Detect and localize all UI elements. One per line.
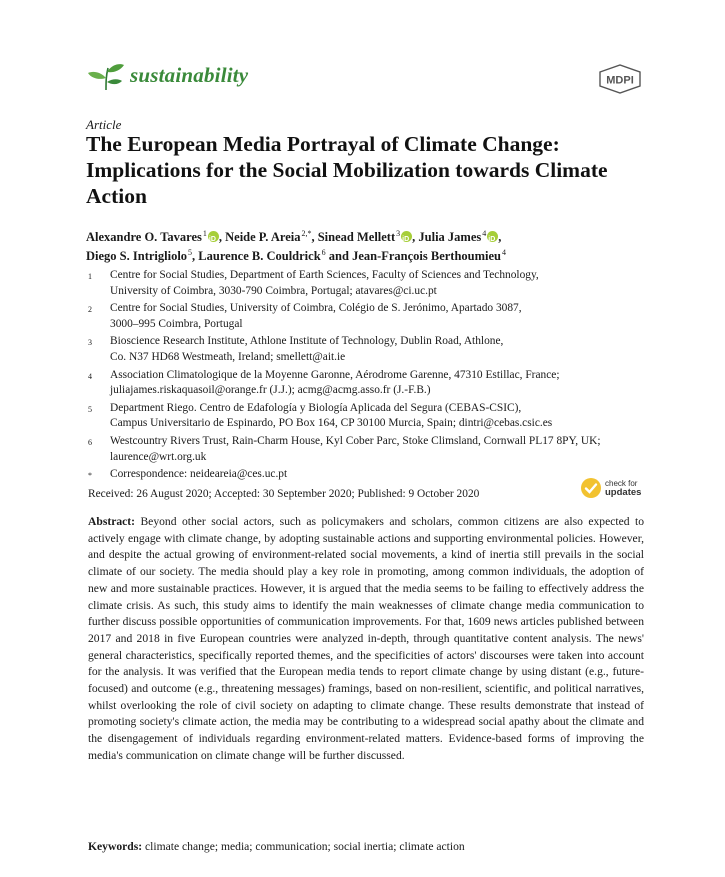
affiliation-number: 6 (88, 437, 92, 447)
article-title: The European Media Portrayal of Climate Change: Implications for the Social Mobilization towards Climate Action (86, 132, 608, 208)
author-affiliation-number: 5 (188, 247, 193, 257)
author-name: Neide P. Areia (225, 230, 301, 244)
affiliation-line: Bioscience Research Institute, Athlone Institute of Technology, Dublin Road, Athlone, (110, 335, 504, 348)
affiliation-number: 5 (88, 404, 92, 414)
author-name: Jean-François Berthoumieu (352, 249, 502, 263)
author-name: Julia James (418, 230, 482, 244)
publication-dates: Received: 26 August 2020; Accepted: 30 September 2020; Published: 9 October 2020 (88, 488, 480, 500)
affiliation-line: Association Climatologique de la Moyenne Garonne, Aérodrome Garenne, 47310 Estillac, France; (110, 368, 560, 381)
author-separator: , (311, 230, 318, 244)
affiliation-line: Centre for Social Studies, Department of Earth Sciences, Faculty of Sciences and Technology, (110, 269, 539, 281)
check-updates-line2: updates (605, 487, 642, 498)
keywords (88, 840, 644, 853)
affiliation-line: Correspondence: neideareia@ces.uc.pt (110, 468, 288, 481)
affiliation-line: 3000–995 Coimbra, Portugal (110, 317, 243, 330)
author-affiliation-number: 1 (202, 228, 207, 238)
affiliation-line: laurence@wrt.org.uk (110, 450, 207, 463)
affiliation-text (110, 301, 648, 332)
author-affiliation-number: 3 (396, 228, 401, 238)
author-affiliation-number: 4 (502, 247, 507, 257)
abstract (88, 514, 644, 765)
affiliation-number: 1 (88, 272, 92, 281)
author-name: Diego S. Intrigliolo (86, 249, 188, 263)
affiliation-text (110, 434, 648, 465)
affiliation-line: Campus Universitario de Espinardo, PO Box 164, CP 30100 Murcia, Spain; dintri@cebas.csic.es (110, 417, 553, 430)
author-separator: , (498, 230, 502, 244)
affiliation-line: Co. N37 HD68 Westmeath, Ireland; smellett@ait.ie (110, 350, 346, 363)
author-name: Laurence B. Couldrick (198, 249, 321, 263)
affiliation-line: Department Riego. Centro de Edafología y Biología Aplicada del Segura (CEBAS-CSIC), (110, 401, 522, 414)
author-separator: and (325, 249, 353, 263)
author-affiliation-number: 2,* (301, 228, 312, 238)
check-updates-line1: check for (605, 479, 638, 488)
affiliation-line: Westcountry Rivers Trust, Rain-Charm House, Kyl Cober Parc, Stoke Climsland, Cornwall PL17 8PY, UK; (110, 434, 601, 447)
affiliation-number: 4 (88, 371, 92, 381)
affiliation-number: * (88, 471, 92, 481)
affiliation-line: Centre for Social Studies, University of Coimbra, Colégio de S. Jerónimo, Apartado 3087, (110, 302, 522, 315)
affiliation-item (88, 467, 648, 484)
keywords-label: Keywords: (88, 840, 143, 853)
leaf-logo-icon (86, 58, 126, 92)
author-affiliation-number: 4 (482, 228, 487, 238)
affiliation-text (110, 368, 648, 399)
affiliation-item (88, 334, 648, 365)
orcid-icon[interactable] (487, 231, 498, 242)
author-affiliation-number: 6 (321, 247, 326, 257)
abstract-text: Beyond other social actors, such as policymakers and scholars, common citizens are also expected to actively engage with climate change, by adopting sustainable actions and supporting environmental policies. However, and despite the actual growing of environment-related social movements, a kind of inertia still prevails in the social climate of our society. The media should play a key role in promoting, among common individuals, the adoption of new and more sustainable practices. However, it is argued that the media seems to be failing to effectively address the climate crisis. As such, this study aims to identify the main weaknesses of climate change media communication to further discuss possible opportunities of communication improvements. For that, 1609 news articles published between 2017 and 2018 in five European countries were analyzed in-depth, through quantitative content analysis. The news' general characteristics, specifically reported themes, and the specificities of actors' discourses were taken into account for the analysis. It was verified that the European media tends to report climate change by using distant (e.g., future-focused) and outcome (e.g., threatening messages) framings, based on non-resilient, scientific, and political narratives, whilst overlooking the role of civil society on adapting to climate change. These results demonstrate that instead of promoting society's climate action, the media may be contributing to a widespread social apathy about the climate and the disengagement of individuals regarding environment-related matters. Evidence-based forms of improving the media's communication on climate change will be further discussed. (88, 515, 644, 762)
author-separator: , (218, 230, 226, 244)
affiliations (88, 268, 648, 486)
author-separator: , (192, 249, 199, 263)
author-name: Alexandre O. Tavares (86, 230, 202, 244)
affiliation-item (88, 434, 648, 465)
article-type: Article (86, 117, 122, 132)
affiliation-line: University of Coimbra, 3030-790 Coimbra, Portugal; atavares@ci.uc.pt (110, 284, 437, 297)
publisher-name: MDPI (606, 74, 634, 87)
affiliation-line: juliajames.riskaquasoil@orange.fr (J.J.); acmg@acmg.asso.fr (J.-F.B.) (110, 384, 431, 397)
check-updates-text (605, 479, 641, 497)
keywords-text: climate change; media; communication; social inertia; climate action (145, 840, 465, 853)
mdpi-logo-icon (596, 64, 644, 94)
author-separator: , (412, 230, 419, 244)
journal-name: sustainability (130, 62, 249, 87)
affiliation-text (110, 401, 648, 432)
affiliation-text (110, 334, 648, 365)
affiliation-number: 2 (88, 305, 92, 315)
affiliation-item (88, 268, 648, 299)
affiliation-item (88, 368, 648, 399)
affiliation-text (110, 268, 648, 299)
orcid-icon[interactable] (401, 231, 412, 242)
affiliation-item (88, 301, 648, 332)
check-for-updates-button[interactable] (580, 477, 641, 499)
affiliation-text (110, 467, 648, 484)
check-updates-icon (580, 477, 602, 499)
affiliation-number: 3 (88, 338, 92, 348)
author-name: Sinead Mellett (317, 230, 396, 244)
author-list (86, 228, 646, 266)
affiliation-item (88, 401, 648, 432)
journal-header (86, 58, 248, 92)
abstract-label: Abstract: (88, 515, 136, 528)
orcid-icon[interactable] (208, 231, 219, 242)
